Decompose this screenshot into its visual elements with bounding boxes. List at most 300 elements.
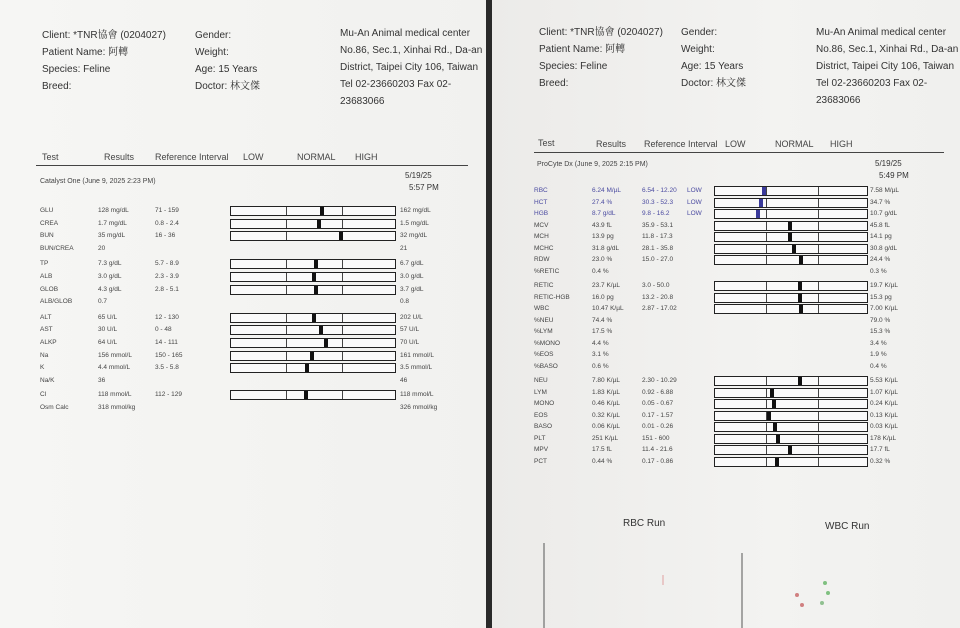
- range-divider: [818, 446, 819, 454]
- previous-result: 17.7 fL: [870, 446, 890, 453]
- test-result: 23.0 %: [592, 256, 613, 263]
- reference-interval: 14 - 111: [155, 339, 178, 346]
- previous-result: 57 U/L: [400, 326, 420, 334]
- test-result: 13.9 pg: [592, 233, 614, 240]
- reference-interval: 0.17 - 1.57: [642, 411, 674, 419]
- test-name: RDW: [534, 256, 550, 263]
- reference-interval: 71 - 159: [155, 207, 179, 214]
- age-label: Age: 15 Years: [681, 61, 744, 72]
- result-marker: [324, 339, 328, 347]
- result-row--eos: [492, 350, 960, 361]
- test-name: RETIC: [534, 282, 554, 289]
- test-result: 3.1 %: [592, 351, 609, 358]
- reference-interval: 0.8 - 2.4: [155, 219, 179, 227]
- range-bar: [230, 313, 396, 323]
- col-normal: NORMAL: [297, 152, 336, 162]
- hematology-report-page: [492, 0, 960, 628]
- result-marker: [788, 222, 792, 230]
- header-rule: [36, 165, 468, 166]
- range-divider: [342, 391, 343, 399]
- test-name: TP: [40, 260, 49, 268]
- result-row-alb-glob: [0, 297, 486, 308]
- test-name: %RETIC: [534, 267, 560, 275]
- wbc-run-label: WBC Run: [825, 521, 870, 532]
- test-name: BUN/CREA: [40, 244, 74, 252]
- previous-result: 178 K/µL: [870, 434, 897, 442]
- analyzer-label: Catalyst One (June 9, 2025 2:23 PM): [40, 178, 156, 185]
- range-bar: [714, 376, 868, 386]
- test-result: 17.5 %: [592, 328, 613, 335]
- doctor-label: Doctor: 林文傑: [681, 78, 747, 89]
- range-bar: [230, 338, 396, 348]
- range-bar: [714, 304, 868, 314]
- clinic-line: No.86, Sec.1, Xinhai Rd., Da-an: [340, 45, 483, 56]
- range-divider: [766, 187, 767, 195]
- reference-interval: 0 - 48: [155, 326, 172, 334]
- range-divider: [818, 187, 819, 195]
- previous-result: 15.3 %: [870, 328, 891, 335]
- test-result: 318 mmol/kg: [98, 404, 136, 411]
- previous-result: 30.8 g/dL: [870, 244, 898, 252]
- previous-result: 70 U/L: [400, 339, 420, 346]
- test-result: 118 mmol/L: [98, 391, 132, 399]
- species-label: Species: Feline: [539, 61, 608, 72]
- range-bar: [714, 255, 868, 265]
- range-divider: [286, 260, 287, 268]
- previous-result: 79.0 %: [870, 316, 891, 324]
- result-row-glu: [0, 206, 486, 217]
- result-row-wbc: [492, 304, 960, 315]
- clinic-line: Mu-An Animal medical center: [340, 28, 471, 39]
- date-stamp: [875, 158, 909, 182]
- reference-interval: 112 - 129: [155, 391, 182, 399]
- col-high: HIGH: [355, 152, 378, 162]
- test-name: MCH: [534, 233, 549, 240]
- patient-name-label: Patient Name: 阿轉: [42, 47, 129, 58]
- test-name: GLU: [40, 207, 54, 214]
- test-result: 0.06 K/µL: [592, 423, 620, 430]
- clinic-line: No.86, Sec.1, Xinhai Rd., Da-an: [816, 44, 959, 55]
- test-result: 16.0 pg: [592, 293, 614, 301]
- range-divider: [342, 352, 343, 360]
- previous-result: 24.4 %: [870, 256, 891, 263]
- result-row-rdw: [492, 255, 960, 266]
- result-marker: [799, 256, 803, 264]
- patient-info-block: [539, 24, 663, 92]
- result-row-mcv: [492, 221, 960, 232]
- test-name: GLOB: [40, 285, 59, 293]
- range-divider: [342, 260, 343, 268]
- result-row-neu: [492, 376, 960, 387]
- report-date: 5/19/25: [405, 171, 432, 180]
- test-result: 3.0 g/dL: [98, 273, 122, 280]
- result-marker: [775, 458, 779, 466]
- range-divider: [818, 282, 819, 290]
- reference-interval: 9.8 - 16.2: [642, 210, 670, 217]
- previous-result: 1.5 mg/dL: [400, 219, 429, 227]
- clinic-line: 23683066: [340, 96, 385, 107]
- previous-result: 161 mmol/L: [400, 351, 434, 359]
- col-high: HIGH: [830, 139, 853, 149]
- col-test: Test: [42, 152, 59, 162]
- range-divider: [342, 339, 343, 347]
- result-marker: [788, 233, 792, 241]
- range-divider: [766, 210, 767, 218]
- test-name: %MONO: [534, 339, 560, 347]
- clinic-line: District, Taipei City 106, Taiwan: [340, 62, 479, 73]
- range-divider: [818, 305, 819, 313]
- test-name: CREA: [40, 219, 59, 227]
- range-divider: [286, 391, 287, 399]
- result-marker: [762, 187, 766, 195]
- test-result: 0.32 K/µL: [592, 411, 620, 419]
- range-divider: [818, 294, 819, 302]
- previous-result: 3.7 g/dL: [400, 285, 424, 293]
- range-divider: [286, 232, 287, 240]
- previous-result: 19.7 K/µL: [870, 282, 898, 289]
- previous-result: 118 mmol/L: [400, 391, 434, 399]
- reference-interval: 0.01 - 0.26: [642, 423, 674, 430]
- result-row-bun-crea: [0, 244, 486, 255]
- test-name: HCT: [534, 198, 548, 206]
- test-name: %LYM: [534, 328, 553, 335]
- test-name: MCHC: [534, 244, 554, 252]
- reference-interval: 151 - 600: [642, 434, 670, 442]
- result-row-mpv: [492, 445, 960, 456]
- clinic-line: District, Taipei City 106, Taiwan: [816, 61, 955, 72]
- range-bar: [714, 281, 868, 291]
- reference-interval: 3.0 - 50.0: [642, 282, 670, 289]
- range-divider: [766, 389, 767, 397]
- result-row--retic: [492, 267, 960, 278]
- doctor-label: Doctor: 林文傑: [195, 81, 261, 92]
- patient-details-block: [681, 24, 746, 92]
- result-marker: [304, 391, 308, 399]
- test-result: 0.7: [98, 298, 108, 306]
- result-row-cl: [0, 390, 486, 401]
- range-divider: [818, 458, 819, 466]
- range-bar: [714, 221, 868, 231]
- test-result: 4.4 mmol/L: [98, 364, 131, 372]
- previous-result: 34.7 %: [870, 198, 891, 206]
- previous-result: 45.8 fL: [870, 221, 890, 229]
- result-marker: [798, 282, 802, 290]
- range-divider: [342, 314, 343, 322]
- result-marker: [756, 210, 760, 218]
- range-divider: [342, 220, 343, 228]
- col-results: Results: [596, 139, 627, 149]
- result-marker: [312, 273, 316, 281]
- result-marker: [770, 389, 774, 397]
- previous-result: 7.58 M/µL: [870, 187, 900, 194]
- result-row-tp: [0, 259, 486, 270]
- reference-interval: 13.2 - 20.8: [642, 293, 674, 301]
- range-bar: [714, 198, 868, 208]
- range-divider: [766, 377, 767, 385]
- range-bar: [230, 363, 396, 373]
- test-name: %NEU: [534, 316, 554, 324]
- result-marker: [799, 305, 803, 313]
- reference-interval: 0.17 - 0.86: [642, 457, 674, 465]
- range-bar: [714, 388, 868, 398]
- result-marker: [788, 446, 792, 454]
- result-row-hct: [492, 198, 960, 209]
- range-divider: [818, 423, 819, 431]
- range-divider: [766, 435, 767, 443]
- result-row-pct: [492, 457, 960, 468]
- range-divider: [286, 326, 287, 334]
- previous-result: 3.0 g/dL: [400, 273, 424, 280]
- result-row-rbc: [492, 186, 960, 197]
- previous-result: 1.9 %: [870, 351, 887, 358]
- result-row-ast: [0, 325, 486, 336]
- clinic-line: Tel 02-23660203 Fax 02-: [340, 79, 452, 90]
- previous-result: 7.00 K/µL: [870, 305, 898, 312]
- test-result: 8.7 g/dL: [592, 210, 616, 217]
- range-bar: [714, 457, 868, 467]
- result-marker: [792, 245, 796, 253]
- range-divider: [342, 273, 343, 281]
- breed-label: Breed:: [539, 78, 569, 89]
- range-divider: [818, 210, 819, 218]
- range-divider: [766, 282, 767, 290]
- header-rule: [534, 152, 944, 153]
- previous-result: 0.03 K/µL: [870, 423, 898, 430]
- range-divider: [766, 199, 767, 207]
- result-marker: [310, 352, 314, 360]
- range-bar: [714, 434, 868, 444]
- result-row--neu: [492, 316, 960, 327]
- client-label: Client: *TNR協會 (0204027): [42, 30, 166, 41]
- col-ref: Reference Interval: [155, 152, 229, 162]
- reference-interval: 35.9 - 53.1: [642, 221, 674, 229]
- range-bar: [714, 445, 868, 455]
- previous-result: 202 U/L: [400, 313, 423, 321]
- result-marker: [312, 314, 316, 322]
- range-bar: [714, 293, 868, 303]
- test-name: HGB: [534, 210, 549, 217]
- range-bar: [230, 351, 396, 361]
- test-name: LYM: [534, 388, 547, 396]
- result-row-mch: [492, 232, 960, 243]
- previous-result: 0.13 K/µL: [870, 411, 898, 419]
- range-bar: [714, 411, 868, 421]
- reference-interval: 11.4 - 21.6: [642, 446, 673, 453]
- range-bar: [230, 390, 396, 400]
- test-name: EOS: [534, 411, 548, 419]
- range-divider: [818, 222, 819, 230]
- test-result: 7.80 K/µL: [592, 377, 620, 384]
- result-row--baso: [492, 362, 960, 373]
- weight-label: Weight:: [681, 44, 715, 55]
- range-bar: [230, 285, 396, 295]
- reference-interval: 15.0 - 27.0: [642, 256, 674, 263]
- result-marker: [339, 232, 343, 240]
- result-marker: [317, 220, 321, 228]
- range-divider: [766, 245, 767, 253]
- test-result: 20: [98, 244, 106, 252]
- clinic-line: 23683066: [816, 95, 861, 106]
- test-name: RBC: [534, 187, 548, 194]
- previous-result: 0.3 %: [870, 267, 887, 275]
- result-flag: LOW: [687, 187, 702, 194]
- test-name: WBC: [534, 305, 550, 312]
- clinic-address-block: [816, 24, 958, 109]
- range-divider: [342, 364, 343, 372]
- range-bar: [230, 206, 396, 216]
- patient-name-label: Patient Name: 阿轉: [539, 44, 626, 55]
- range-bar: [230, 325, 396, 335]
- range-divider: [766, 400, 767, 408]
- range-divider: [286, 314, 287, 322]
- range-divider: [818, 400, 819, 408]
- test-result: 43.9 fL: [592, 221, 612, 229]
- scattergram-area: [492, 535, 960, 628]
- range-divider: [818, 245, 819, 253]
- range-divider: [286, 273, 287, 281]
- test-name: NEU: [534, 377, 548, 384]
- test-result: 30 U/L: [98, 326, 118, 334]
- result-row-lym: [492, 388, 960, 399]
- test-result: 4.4 %: [592, 339, 609, 347]
- test-name: MPV: [534, 446, 549, 453]
- result-marker: [776, 435, 780, 443]
- test-name: AST: [40, 326, 53, 334]
- test-result: 17.5 fL: [592, 446, 612, 453]
- reference-interval: 2.8 - 5.1: [155, 285, 179, 293]
- test-result: 251 K/µL: [592, 434, 619, 442]
- previous-result: 5.53 K/µL: [870, 377, 898, 384]
- range-divider: [766, 233, 767, 241]
- gender-label: Gender:: [195, 30, 232, 41]
- test-name: ALT: [40, 313, 52, 321]
- report-date: 5/19/25: [875, 159, 902, 168]
- range-bar: [714, 244, 868, 254]
- clinic-address-block: [340, 25, 482, 110]
- reference-interval: 2.30 - 10.29: [642, 377, 677, 384]
- range-divider: [818, 377, 819, 385]
- range-divider: [286, 220, 287, 228]
- clinic-line: Mu-An Animal medical center: [816, 27, 947, 38]
- previous-result: 0.32 %: [870, 457, 891, 465]
- reference-interval: 16 - 36: [155, 232, 176, 240]
- test-result: 35 mg/dL: [98, 232, 126, 240]
- range-divider: [286, 364, 287, 372]
- report-time: 5:49 PM: [879, 171, 909, 180]
- reference-interval: 5.7 - 8.9: [155, 260, 179, 268]
- report-time: 5:57 PM: [409, 183, 439, 192]
- reference-interval: 12 - 130: [155, 313, 179, 321]
- col-ref: Reference Interval: [644, 139, 718, 149]
- range-divider: [766, 305, 767, 313]
- test-result: 156 mmol/L: [98, 351, 132, 359]
- test-name: Na/K: [40, 376, 55, 384]
- result-row-alt: [0, 313, 486, 324]
- result-row--lym: [492, 327, 960, 338]
- date-stamp: [405, 170, 439, 194]
- test-name: MCV: [534, 221, 549, 229]
- range-bar: [230, 231, 396, 241]
- range-divider: [342, 207, 343, 215]
- result-marker: [314, 286, 318, 294]
- reference-interval: 6.54 - 12.20: [642, 187, 677, 194]
- test-name: Na: [40, 351, 49, 359]
- test-result: 0.46 K/µL: [592, 400, 620, 407]
- result-row-na-k: [0, 376, 486, 387]
- breed-label: Breed:: [42, 81, 72, 92]
- range-bar: [714, 209, 868, 219]
- previous-result: 32 mg/dL: [400, 232, 428, 240]
- test-name: ALKP: [40, 339, 57, 346]
- test-name: Osm Calc: [40, 404, 69, 411]
- test-name: ALB/GLOB: [40, 298, 73, 306]
- result-row-osm-calc: [0, 403, 486, 414]
- range-divider: [818, 435, 819, 443]
- result-row-alb: [0, 272, 486, 283]
- clinic-line: Tel 02-23660203 Fax 02-: [816, 78, 928, 89]
- test-name: BUN: [40, 232, 54, 240]
- test-result: 64 U/L: [98, 339, 118, 346]
- test-result: 4.3 g/dL: [98, 285, 122, 293]
- test-name: %EOS: [534, 351, 554, 358]
- result-row--mono: [492, 339, 960, 350]
- result-flag: LOW: [687, 210, 702, 217]
- range-bar: [714, 186, 868, 196]
- previous-result: 3.5 mmol/L: [400, 364, 433, 372]
- result-row-plt: [492, 434, 960, 445]
- test-result: 128 mg/dL: [98, 207, 129, 214]
- result-marker: [798, 377, 802, 385]
- previous-result: 162 mg/dL: [400, 207, 431, 214]
- result-marker: [767, 412, 771, 420]
- test-result: 36: [98, 376, 106, 384]
- range-divider: [286, 286, 287, 294]
- result-row-k: [0, 363, 486, 374]
- reference-interval: 0.05 - 0.67: [642, 400, 674, 407]
- result-marker: [773, 423, 777, 431]
- range-divider: [818, 256, 819, 264]
- reference-interval: 2.87 - 17.02: [642, 305, 677, 312]
- result-row-mono: [492, 399, 960, 410]
- range-divider: [342, 326, 343, 334]
- range-divider: [766, 256, 767, 264]
- range-divider: [766, 294, 767, 302]
- test-name: Cl: [40, 391, 47, 399]
- col-results: Results: [104, 152, 135, 162]
- result-row-hgb: [492, 209, 960, 220]
- result-row-glob: [0, 285, 486, 296]
- test-name: ALB: [40, 273, 53, 280]
- range-divider: [766, 222, 767, 230]
- range-divider: [286, 207, 287, 215]
- reference-interval: 3.5 - 5.8: [155, 364, 179, 372]
- rbc-run-label: RBC Run: [623, 518, 666, 529]
- range-divider: [818, 389, 819, 397]
- patient-details-block: [195, 27, 260, 95]
- test-name: %BASO: [534, 362, 558, 370]
- result-marker: [759, 199, 763, 207]
- previous-result: 0.24 K/µL: [870, 400, 898, 407]
- test-result: 74.4 %: [592, 316, 613, 324]
- previous-result: 0.4 %: [870, 362, 887, 370]
- test-name: PLT: [534, 434, 546, 442]
- result-row-crea: [0, 219, 486, 230]
- range-divider: [766, 423, 767, 431]
- reference-interval: 11.8 - 17.3: [642, 233, 673, 240]
- patient-info-block: [42, 27, 166, 95]
- range-divider: [766, 446, 767, 454]
- reference-interval: 2.3 - 3.9: [155, 273, 179, 280]
